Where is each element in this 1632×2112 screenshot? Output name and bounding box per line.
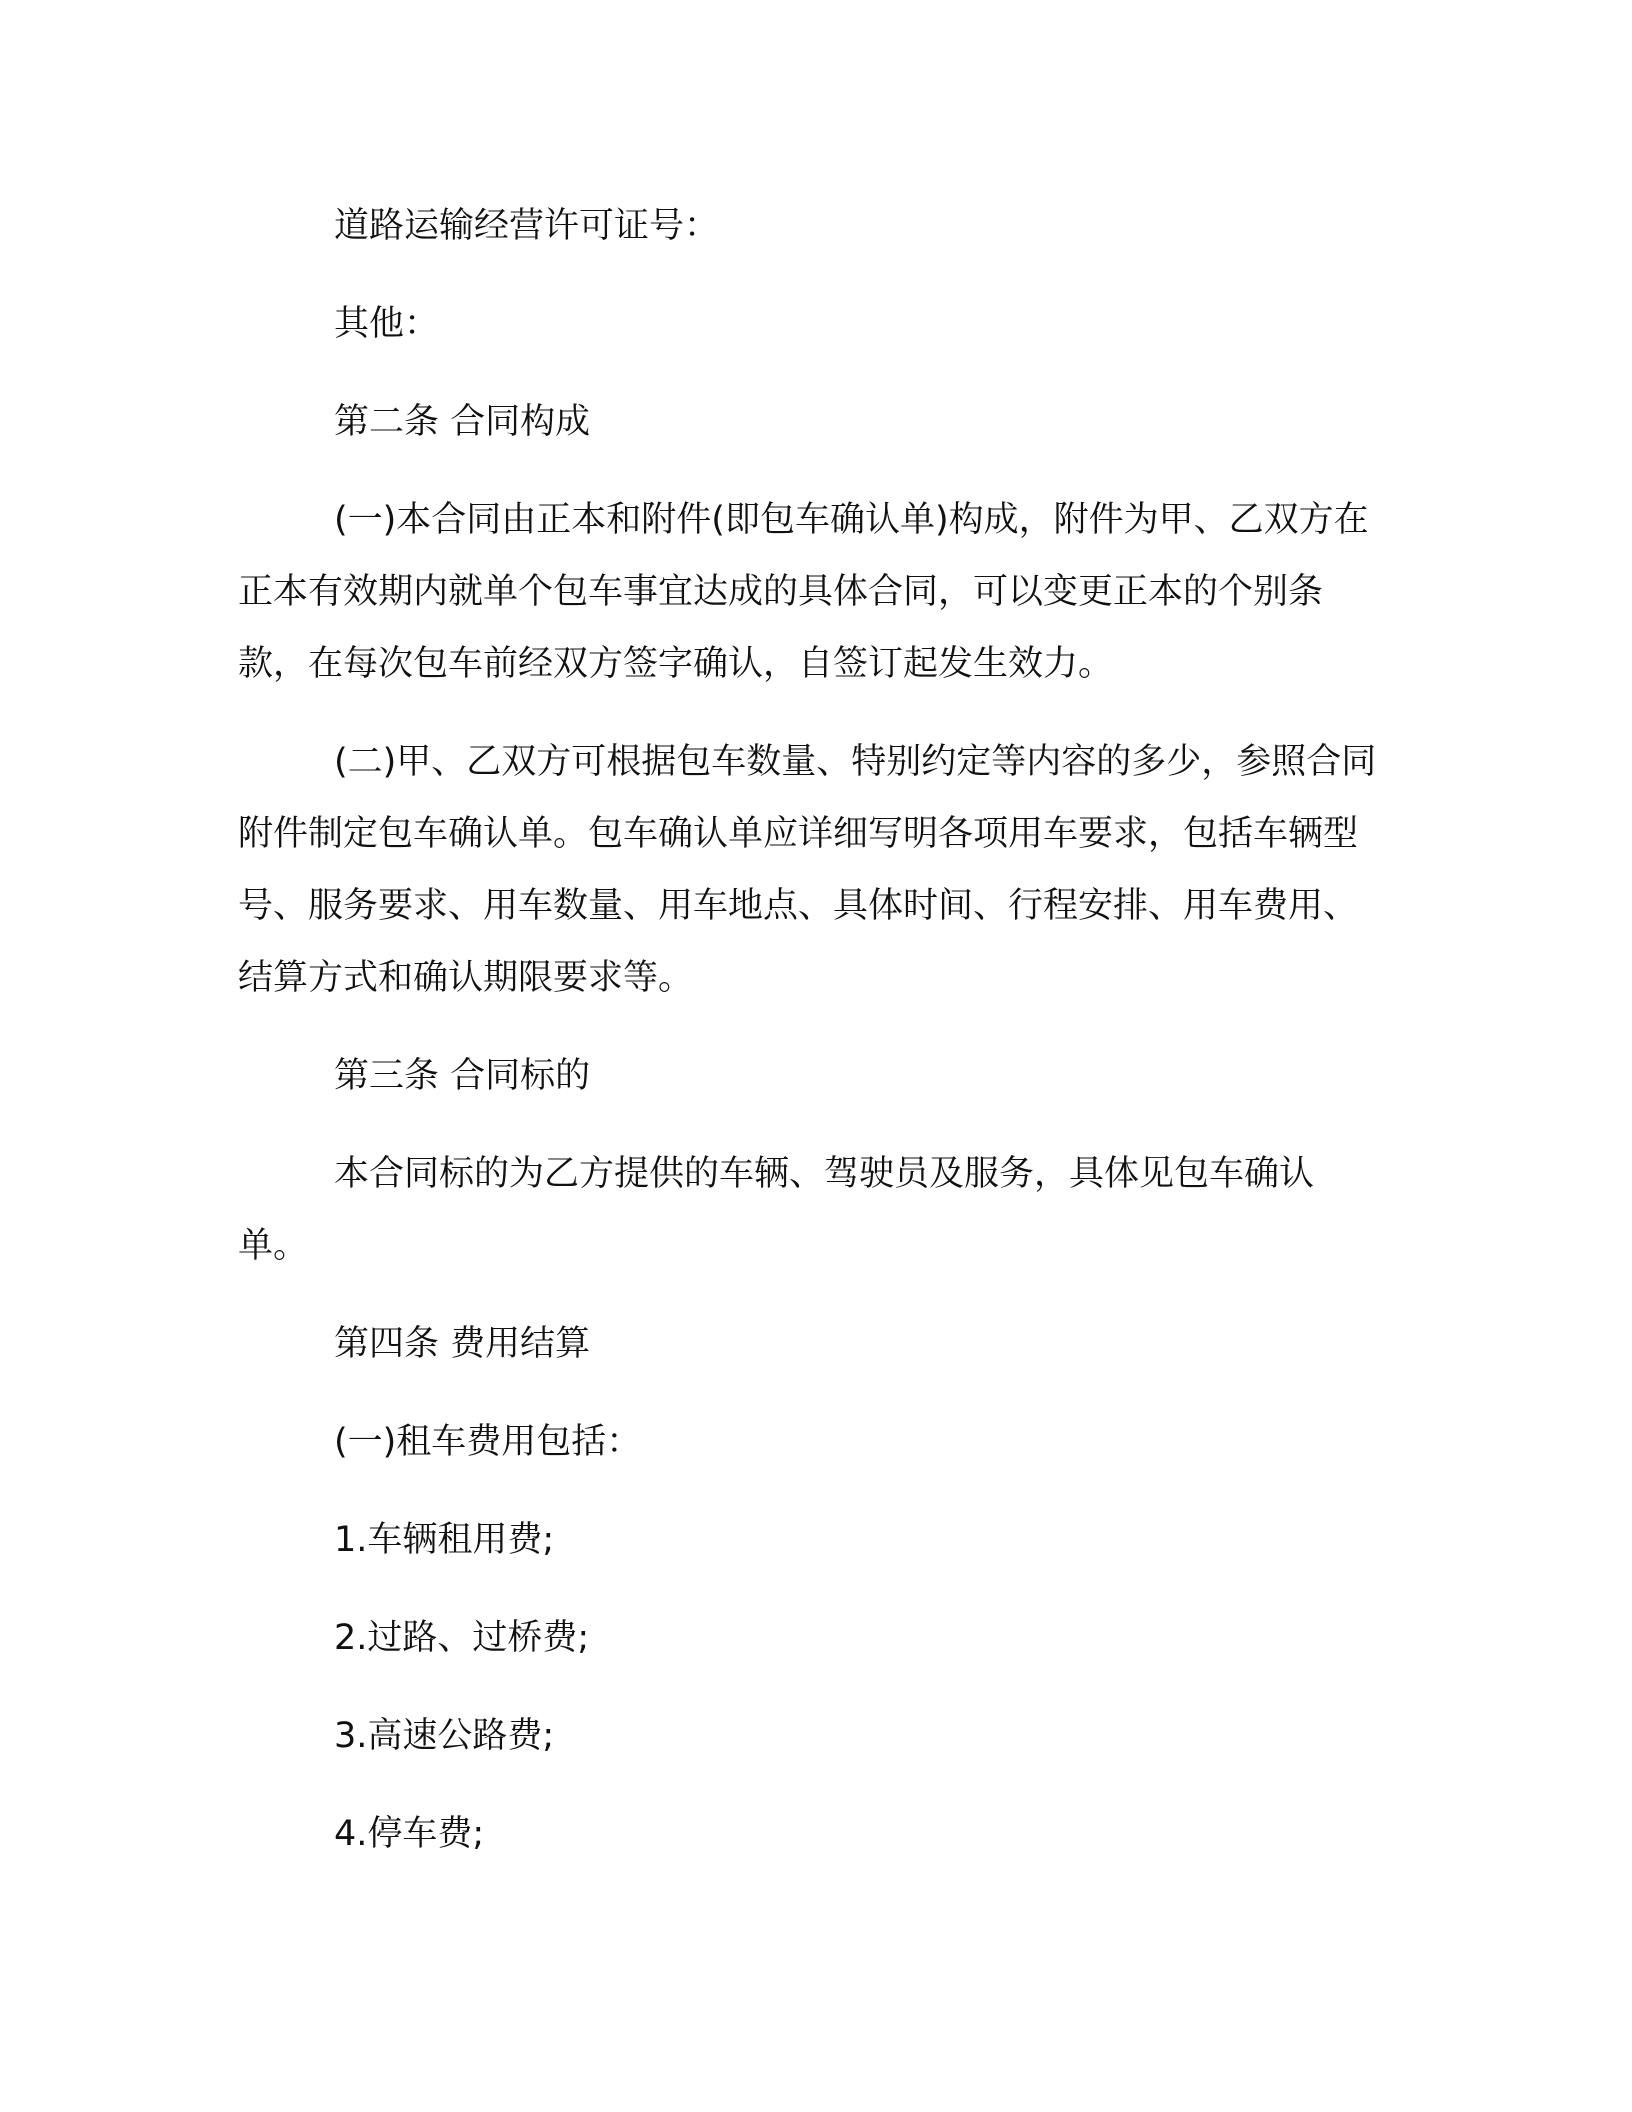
article-4-heading: 第四条 费用结算 <box>334 1324 591 1364</box>
fee-item-3: 3.高速公路费; <box>334 1716 555 1756</box>
article-4-clause-1: (一)租车费用包括： <box>334 1422 642 1462</box>
fee-item-4: 4.停车费; <box>334 1814 485 1854</box>
fee-item-1: 1.车辆租用费; <box>334 1520 555 1560</box>
article-2-clause-2: (二)甲、乙双方可根据包车数量、特别约定等内容的多少，参照合同附件制定包车确认单。包车确认单应详细写明各项用车要求，包括车辆型号、服务要求、用车数量、用车地点、具体时间、行程安排、用车费用、结算方式和确认期限要求等。 <box>238 742 1377 998</box>
article-3-heading: 第三条 合同标的 <box>334 1056 591 1096</box>
article-3-body: 本合同标的为乙方提供的车辆、驾驶员及服务，具体见包车确认单。 <box>238 1154 1315 1266</box>
article-2-heading: 第二条 合同构成 <box>334 402 591 442</box>
article-2-clause-1: (一)本合同由正本和附件(即包车确认单)构成，附件为甲、乙双方在正本有效期内就单个包车事宜达成的具体合同，可以变更正本的个别条款，在每次包车前经双方签字确认，自签订起发生效力。 <box>238 500 1369 684</box>
document-body <box>238 190 1378 1896</box>
other-line: 其他： <box>334 304 440 344</box>
fee-item-2: 2.过路、过桥费; <box>334 1618 590 1658</box>
license-number-line: 道路运输经营许可证号： <box>334 206 720 246</box>
